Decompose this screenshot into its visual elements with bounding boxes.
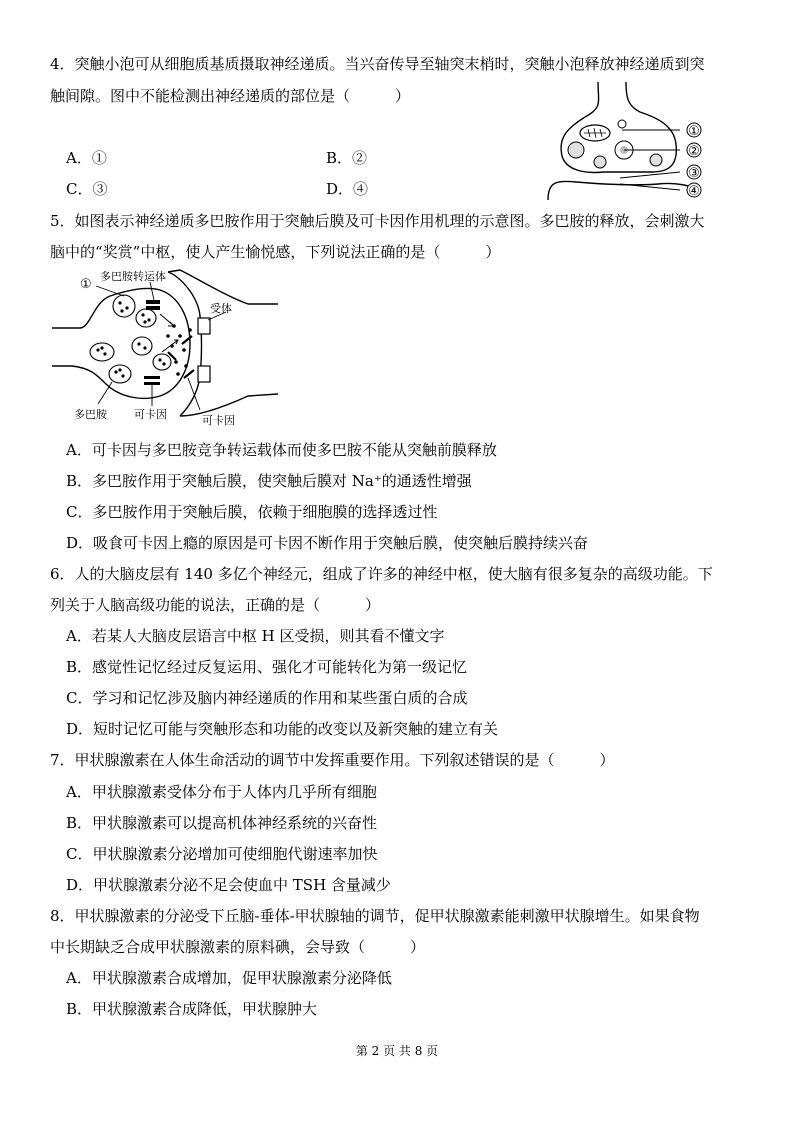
receptor xyxy=(198,318,210,382)
q5-stem-line1: 5．如图表示神经递质多巴胺作用于突触后膜及可卡因作用机理的示意图。多巴胺的释放，会刺激大 xyxy=(50,212,705,230)
q5-label-receptor: 受体 xyxy=(210,302,232,315)
q5-stem-line2: 脑中的“奖赏”中枢，使人产生愉悦感，下列说法正确的是（ ） xyxy=(50,243,501,261)
page-footer: 第 2 页 共 8 页 xyxy=(355,1044,439,1058)
synaptic-vesicle xyxy=(568,142,584,158)
q7-option-a: A．甲状腺激素受体分布于人体内几乎所有细胞 xyxy=(66,783,377,801)
q8-stem-line1: 8．甲状腺激素的分泌受下丘脑-垂体-甲状腺轴的调节，促甲状腺激素能刺激甲状腺增生。如果食物 xyxy=(50,907,700,925)
release-arrows xyxy=(160,314,178,352)
q4-option-d: D．④ xyxy=(326,180,369,198)
q5-option-d: D．吸食可卡因上瘾的原因是可卡因不断作用于突触后膜，使突触后膜持续兴奋 xyxy=(66,534,589,552)
synaptic-vesicle xyxy=(594,156,606,168)
q5-label-cocaine-2: 可卡因 xyxy=(202,414,235,427)
q4-synapse-figure xyxy=(540,78,720,202)
q6-option-d: D．短时记忆可能与突触形态和功能的改变以及新突触的建立有关 xyxy=(66,720,499,738)
q7-option-c: C．甲状腺激素分泌增加可使细胞代谢速率加快 xyxy=(66,845,378,863)
q4-option-c: C．③ xyxy=(66,180,108,198)
q5-label-transporter: 多巴胺转运体 xyxy=(100,270,166,283)
q5-dopamine-synapse-figure xyxy=(50,266,290,430)
q4-figure-label-4: ④ xyxy=(688,184,700,199)
q5-option-b: B．多巴胺作用于突触后膜，使突触后膜对 Na⁺的通透性增强 xyxy=(66,472,472,490)
q6-option-a: A．若某人大脑皮层语言中枢 H 区受损，则其看不懂文字 xyxy=(66,627,445,645)
q5-label-cocaine-1: 可卡因 xyxy=(134,408,167,421)
q8-stem-line2: 中长期缺乏合成甲状腺激素的原料碘，会导致（ ） xyxy=(50,938,426,956)
q7-stem-line1: 7．甲状腺激素在人体生命活动的调节中发挥重要作用。下列叙述错误的是（ ） xyxy=(50,751,615,769)
q8-option-b: B．甲状腺激素合成降低，甲状腺肿大 xyxy=(66,1000,318,1018)
q7-option-b: B．甲状腺激素可以提高机体神经系统的兴奋性 xyxy=(66,814,378,832)
q6-stem-line2: 列关于人脑高级功能的说法，正确的是（ ） xyxy=(50,596,381,614)
q8-option-a: A．甲状腺激素合成增加，促甲状腺激素分泌降低 xyxy=(66,969,392,987)
q6-stem-line1: 6．人的大脑皮层有 140 多亿个神经元，组成了许多的神经中枢，使大脑有很多复杂的高级功能。下 xyxy=(50,565,713,583)
q4-stem-line2: 触间隙。图中不能检测出神经递质的部位是（ ） xyxy=(50,87,411,105)
q4-option-b: B．② xyxy=(326,149,368,167)
q6-option-c: C．学习和记忆涉及脑内神经递质的作用和某些蛋白质的合成 xyxy=(66,689,468,707)
q5-option-a: A．可卡因与多巴胺竞争转运载体而使多巴胺不能从突触前膜释放 xyxy=(66,441,497,459)
q4-figure-label-1: ① xyxy=(688,124,700,139)
q5-label-dopamine: 多巴胺 xyxy=(74,408,107,421)
q4-figure-label-3: ③ xyxy=(688,166,700,181)
q5-label-marker: ① xyxy=(80,277,92,292)
synaptic-vesicle xyxy=(650,154,662,166)
synaptic-vesicle xyxy=(618,120,626,128)
q4-option-a: A．① xyxy=(66,149,107,167)
q4-figure-label-2: ② xyxy=(688,144,700,159)
q6-option-b: B．感觉性记忆经过反复运用、强化才可能转化为第一级记忆 xyxy=(66,658,468,676)
q5-option-c: C．多巴胺作用于突触后膜，依赖于细胞膜的选择透过性 xyxy=(66,503,438,521)
q7-option-d: D．甲状腺激素分泌不足会使血中 TSH 含量减少 xyxy=(66,876,391,894)
q4-stem-line1: 4．突触小泡可从细胞质基质摄取神经递质。当兴奋传导至轴突末梢时，突触小泡释放神经递质到突 xyxy=(50,55,705,73)
